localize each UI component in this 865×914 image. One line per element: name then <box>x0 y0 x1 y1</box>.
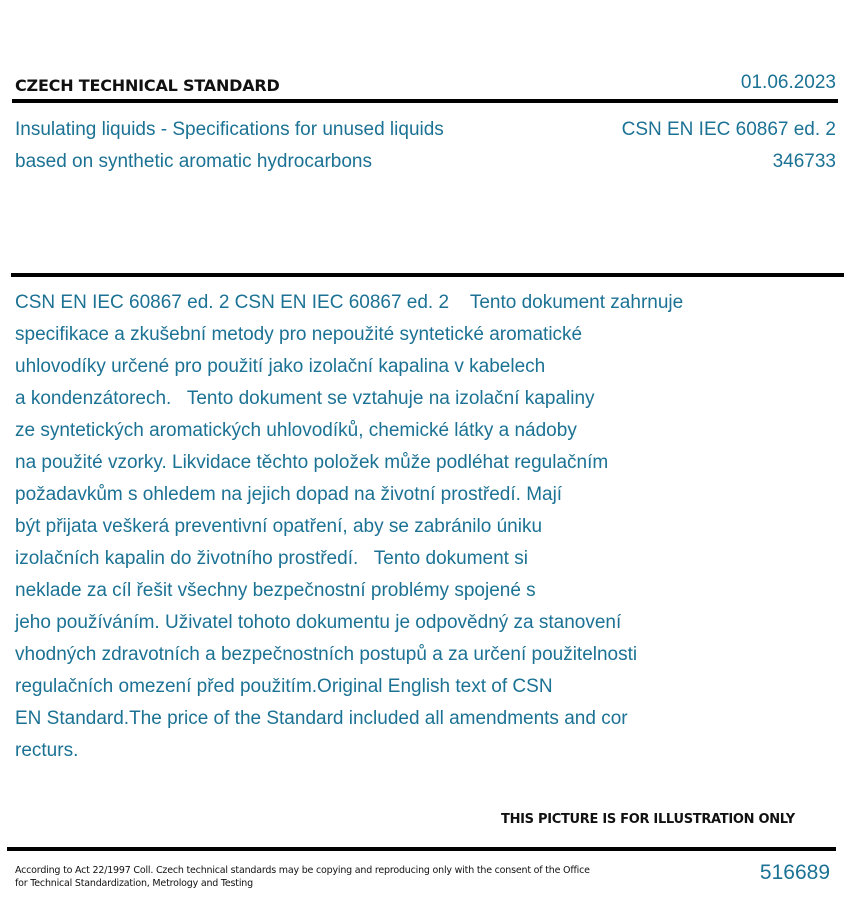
legal-notice-line: According to Act 22/1997 Coll. Czech technical standards may be copying and reproducing only with the consent of the Office <box>15 865 590 876</box>
legal-notice-line: for Technical Standardization, Metrology and Testing <box>15 878 253 889</box>
document-id: 516689 <box>759 861 830 884</box>
top-divider <box>12 99 838 103</box>
publication-date: 01.06.2023 <box>740 72 836 93</box>
standard-abstract: CSN EN IEC 60867 ed. 2 CSN EN IEC 60867 ed. 2 Tento dokument zahrnuje specifikace a zkušební metody pro nepoužité syntetické aromatické uhlovodíky určené pro použití jako izolační kapalina v kabelech a kondenzátorech. Tento dokument se vztahuje na izolační kapaliny ze syntetických aromatických uhlovodíků, chemické látky a nádoby na použité vzorky. Likvidace těchto položek může podléhat regulačním požadavkům s ohledem na jejich dopad na životní prostředí. Mají být přijata veškerá preventivní opatření, aby se zabránilo úniku izolačních kapalin do životního prostředí. Tento dokument si neklade za cíl řešit všechny bezpečnostní problémy spojené s jeho používáním. Uživatel tohoto dokumentu je odpovědný za stanovení vhodných zdravotních a bezpečnostních postupů a za určení použitelnosti regulačních omezení před použitím.Original English text of CSN EN Standard.The price of the Standard included all amendments and cor recturs. <box>15 292 684 761</box>
standard-number: 346733 <box>772 151 836 172</box>
illustration-note: THIS PICTURE IS FOR ILLUSTRATION ONLY <box>501 812 795 827</box>
standard-title: Insulating liquids - Specifications for unused liquids based on synthetic aromatic hydrocarbons <box>15 119 444 172</box>
middle-divider <box>11 273 844 277</box>
standard-code: CSN EN IEC 60867 ed. 2 <box>621 119 836 140</box>
document-heading: CZECH TECHNICAL STANDARD <box>15 76 280 95</box>
bottom-divider <box>7 847 836 851</box>
legal-notice <box>15 864 615 890</box>
